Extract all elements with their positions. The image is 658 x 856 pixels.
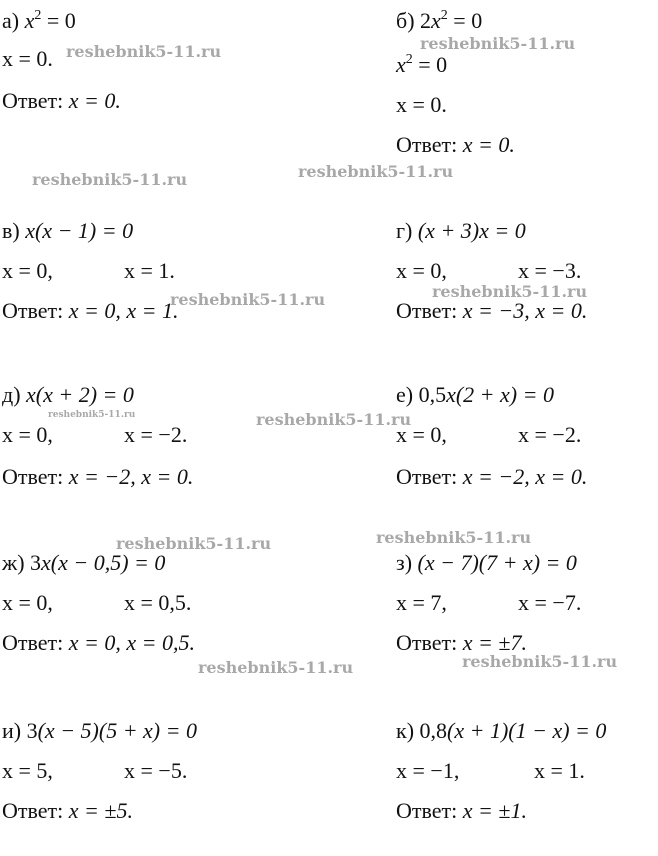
problem-e-root2: x = −2.	[518, 422, 582, 447]
problem-k-answer: Ответ: x = ±1.	[396, 798, 527, 823]
problem-v-answer: Ответ: x = 0, x = 1.	[2, 298, 179, 323]
problem-b-answer: Ответ: x = 0.	[396, 132, 515, 157]
problem-k-root2: x = 1.	[534, 758, 585, 783]
problem-g-heading: г) (x + 3)x = 0	[396, 218, 526, 243]
watermark: reshebnik5-11.ru	[256, 410, 412, 429]
watermark: reshebnik5-11.ru	[198, 658, 354, 677]
problem-g-root2: x = −3.	[518, 258, 582, 283]
watermark: reshebnik5-11.ru	[462, 652, 618, 671]
problem-i-heading: и) 3(x − 5)(5 + x) = 0	[2, 718, 197, 743]
problem-e-root1: x = 0,	[396, 422, 447, 447]
watermark: reshebnik5-11.ru	[32, 170, 188, 189]
watermark: reshebnik5-11.ru	[376, 528, 532, 547]
problem-b-step2: x = 0.	[396, 92, 447, 117]
problem-b-heading: б) $2x^2 = 0$	[396, 8, 483, 33]
problem-i-root1: x = 5,	[2, 758, 53, 783]
problem-a-step: x = 0.	[2, 46, 53, 71]
problem-k-heading: к) 0,8(x + 1)(1 − x) = 0	[396, 718, 607, 743]
problem-d-heading: д) x(x + 2) = 0	[2, 382, 134, 407]
problem-z-answer: Ответ: x = ±7.	[396, 630, 527, 655]
problem-v-root2: x = 1.	[124, 258, 175, 283]
watermark: reshebnik5-11.ru	[298, 162, 454, 181]
problem-v-root1: x = 0,	[2, 258, 53, 283]
problem-g-root1: x = 0,	[396, 258, 447, 283]
problem-d-answer: Ответ: x = −2, x = 0.	[2, 464, 194, 489]
problem-a-heading: а) $x^2 = 0$	[2, 8, 76, 33]
problem-b-step1: $x^2 = 0$	[396, 52, 448, 77]
watermark: reshebnik5-11.ru	[48, 410, 136, 420]
problem-i-root2: x = −5.	[124, 758, 188, 783]
problem-a-answer: Ответ: x = 0.	[2, 88, 121, 113]
problem-zh-root1: x = 0,	[2, 590, 53, 615]
watermark: reshebnik5-11.ru	[170, 290, 326, 309]
problem-e-heading: е) 0,5x(2 + x) = 0	[396, 382, 554, 407]
watermark: reshebnik5-11.ru	[420, 34, 576, 53]
problem-zh-heading: ж) 3x(x − 0,5) = 0	[2, 550, 166, 575]
problem-d-root1: x = 0,	[2, 422, 53, 447]
problem-z-root1: x = 7,	[396, 590, 447, 615]
watermark: reshebnik5-11.ru	[116, 534, 272, 553]
problem-z-root2: x = −7.	[518, 590, 582, 615]
problem-g-answer: Ответ: x = −3, x = 0.	[396, 298, 588, 323]
problem-k-root1: x = −1,	[396, 758, 460, 783]
watermark: reshebnik5-11.ru	[432, 282, 588, 301]
problem-i-answer: Ответ: x = ±5.	[2, 798, 133, 823]
problem-d-root2: x = −2.	[124, 422, 188, 447]
problem-zh-root2: x = 0,5.	[124, 590, 192, 615]
problem-v-heading: в) x(x − 1) = 0	[2, 218, 134, 243]
problem-zh-answer: Ответ: x = 0, x = 0,5.	[2, 630, 195, 655]
problem-e-answer: Ответ: x = −2, x = 0.	[396, 464, 588, 489]
problem-z-heading: з) (x − 7)(7 + x) = 0	[396, 550, 577, 575]
watermark: reshebnik5-11.ru	[66, 42, 222, 61]
